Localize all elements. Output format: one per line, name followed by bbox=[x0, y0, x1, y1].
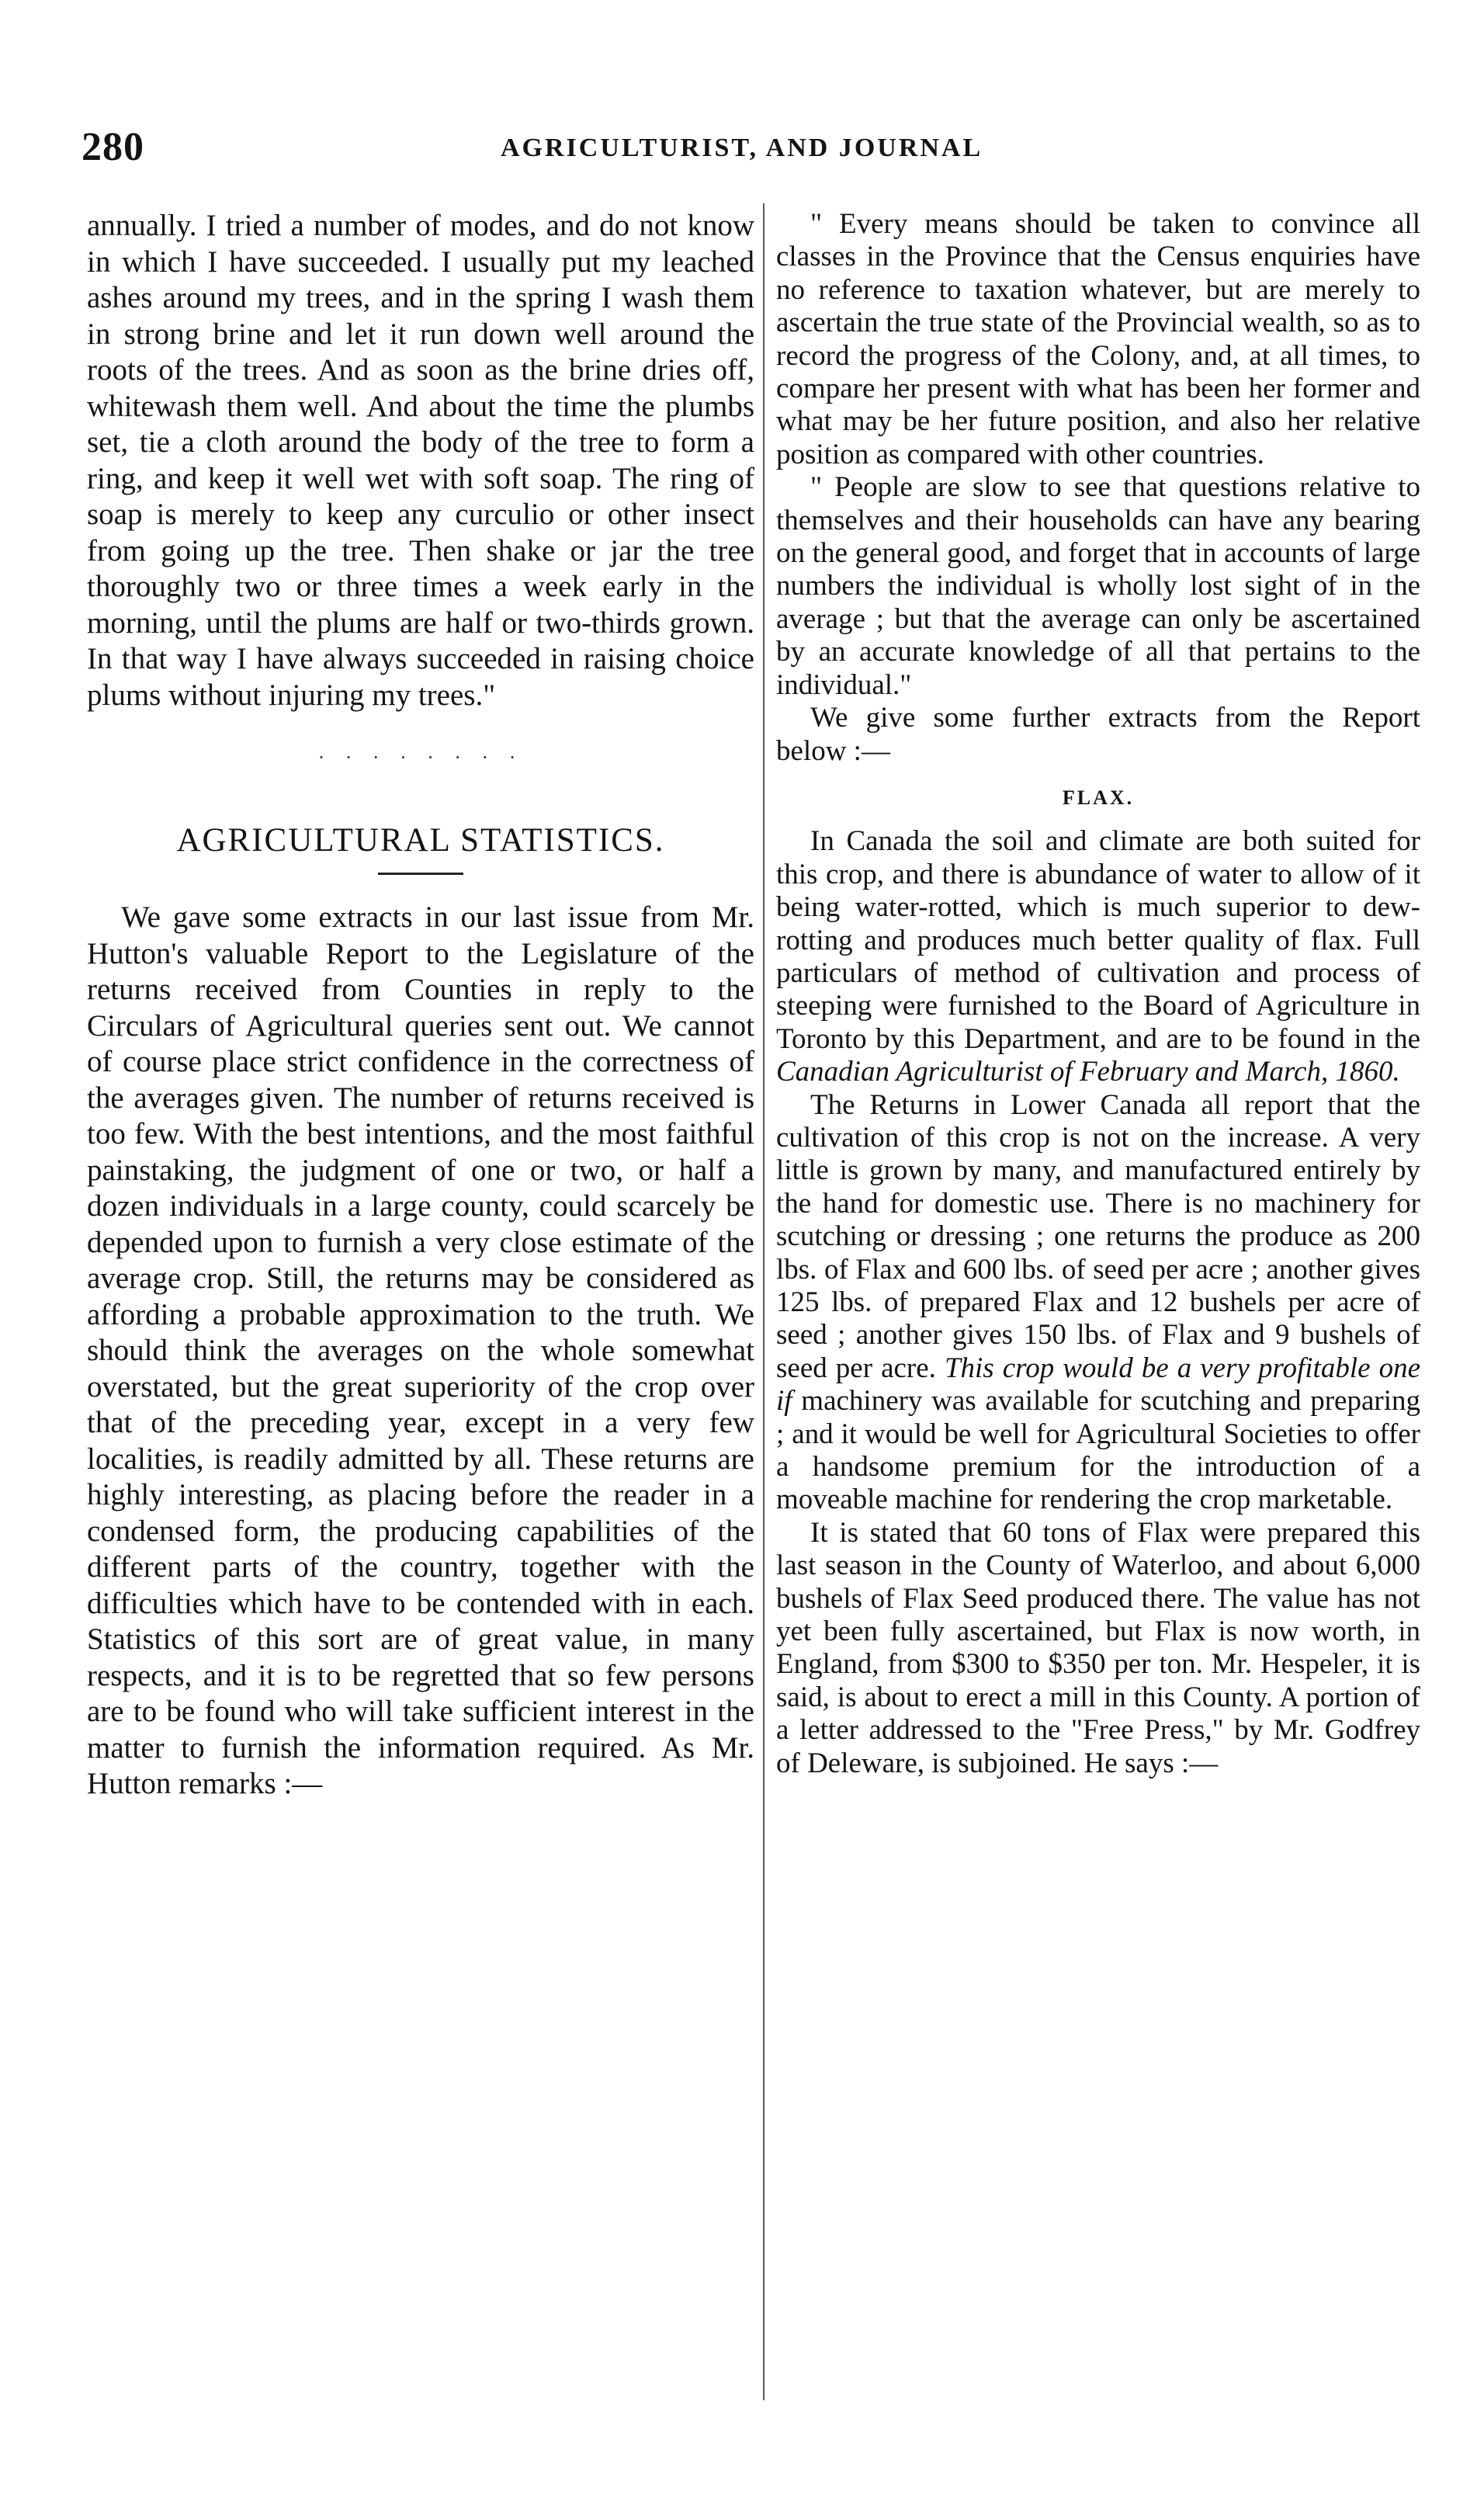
flax-paragraph-3: It is stated that 60 tons of Flax were prepared this last season in the County of Waterloo, and about 6,000 bushels of Flax Seed produced there. The value has not yet been fully ascertained, but Flax is now worth, in England, from $300 to $350 per ton. Mr. Hespeler, it is said, is about to erect a mill in this County. A portion of a letter addressed to the "Free Press," by Mr. Godfrey of Deleware, is subjoined. He says :— bbox=[776, 1516, 1420, 1779]
page-number: 280 bbox=[81, 125, 144, 169]
section-ornament: · · · · · · · · bbox=[317, 746, 524, 769]
continued-paragraph: annually. I tried a number of modes, and do not know in which I have succeeded. I usually put my leached ashes around my trees, and in the spring I wash them in strong brine and let it run down well around the roots of the trees. And as soon as the brine dries off, whitewash them well. And about the time the plumbs set, tie a cloth around the body of the tree to form a ring, and keep it well wet with soft soap. The ring of soap is merely to keep any curculio or other insect from going up the tree. Then shake or jar the tree thoroughly two or three times a week early in the morning, until the plums are half or two-thirds grown. In that way I have always succeeded in raising choice plums without injuring my trees." bbox=[87, 209, 754, 712]
flax-paragraph-2-text-end: machinery was available for scutching and preparing ; and it would be well for Agricultural Societies to offer a handsome premium for the introduction of a moveable machine for rendering the crop marketable. bbox=[776, 1385, 1420, 1516]
page-header bbox=[81, 124, 1067, 171]
intro-paragraph: We give some further extracts from the Report below :— bbox=[776, 702, 1420, 767]
left-column bbox=[87, 208, 754, 1803]
heading-rule bbox=[378, 873, 463, 875]
column-divider bbox=[763, 203, 765, 2400]
right-column bbox=[776, 208, 1420, 1780]
flax-paragraph-1-italic: Canadian Agriculturist of February and March, 1860. bbox=[776, 1056, 1400, 1088]
quote-paragraph-1: " Every means should be taken to convince all classes in the Province that the Census enquiries have no reference to taxation whatever, but are merely to ascertain the true state of the Provincial wealth, so as to record the progress of the Colony, and, at all times, to compare her present with what has been her former and what may be her future position, and also her relative position as compared with other countries. bbox=[776, 208, 1420, 470]
flax-paragraph-1-text: In Canada the soil and climate are both suited for this crop, and there is abundance of water to allow of it being water-rotted, which is much superior to dew-rotting and produces much better quality of flax. Full particulars of method of cultivation and process of steeping were furnished to the Board of Agriculture in Toronto by this Department, and are to be found in the bbox=[776, 825, 1420, 1055]
running-head: AGRICULTURIST, AND JOURNAL bbox=[501, 134, 983, 162]
flax-heading: FLAX. bbox=[1062, 786, 1135, 809]
flax-paragraph-2 bbox=[776, 1089, 1420, 1517]
section-paragraph: We gave some extracts in our last issue from Mr. Hutton's valuable Report to the Legislature of the returns received from Counties in reply to the Circulars of Agricultural queries sent out. We cannot of course place strict confidence in the correctness of the averages given. The number of returns received is too few. With the best intentions, and the most faithful painstaking, the judgment of one or two, or half a dozen individuals in a large county, could scarcely be depended upon to furnish a very close estimate of the average crop. Still, the returns may be considered as affording a probable approximation to the truth. We should think the averages on the whole somewhat overstated, but the great superiority of the crop over that of the preceding year, except in a very few localities, is readily admitted by all. These returns are highly interesting, as placing before the reader in a condensed form, the producing capabilities of the different parts of the country, together with the difficulties which have to be contended with in each. Statistics of this sort are of great value, in many respects, and it is to be regretted that so few persons are to be found who will take sufficient interest in the matter to furnish the information required. As Mr. Hutton remarks :— bbox=[87, 901, 754, 1800]
quote-paragraph-2: " People are slow to see that questions relative to themselves and their households can have any bearing on the general good, and forget that in accounts of large numbers the individual is wholly lost sight of in the average ; but that the average can only be ascertained by an accurate knowledge of all that pertains to the individual." bbox=[776, 471, 1420, 701]
flax-paragraph-2-text: The Returns in Lower Canada all report that the cultivation of this crop is not on the increase. A very little is grown by many, and manufactured entirely by the hand for domestic use. There is no machinery for scutching or dressing ; one returns the produce as 200 lbs. of Flax and 600 lbs. of seed per acre ; another gives 125 lbs. of prepared Flax and 12 bushels per acre of seed ; another gives 150 lbs. of Flax and 9 bushels of seed per acre. bbox=[776, 1088, 1420, 1384]
flax-paragraph-1 bbox=[776, 825, 1420, 1088]
section-heading: AGRICULTURAL STATISTICS. bbox=[176, 821, 665, 859]
flax-paragraph-2-italic: This crop would be a very profitable one if bbox=[776, 1352, 1420, 1418]
